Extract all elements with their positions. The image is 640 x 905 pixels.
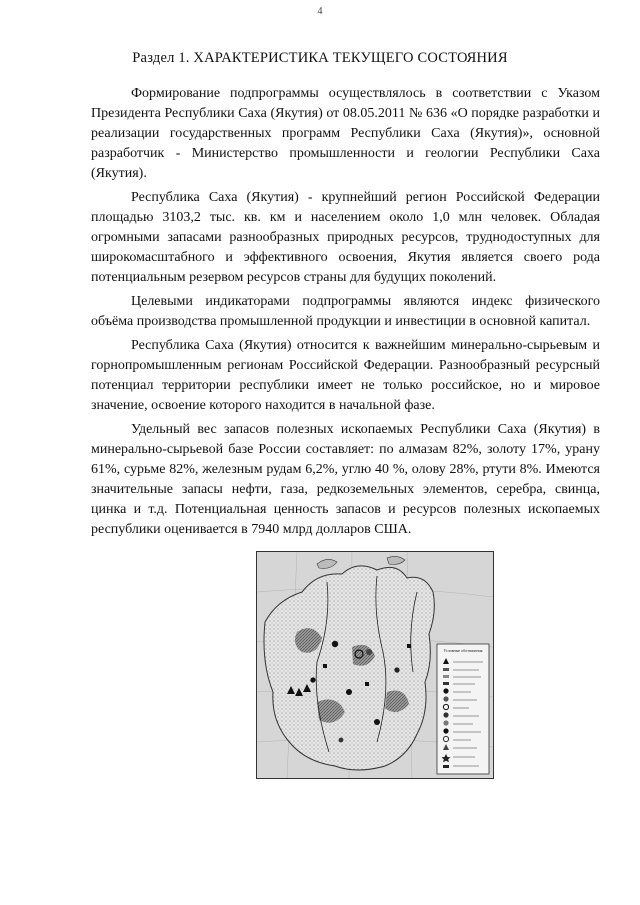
section-title: Раздел 1. ХАРАКТЕРИСТИКА ТЕКУЩЕГО СОСТОЯНИЯ	[132, 50, 508, 66]
map-drawing	[257, 552, 493, 778]
paragraph-1: Формирование подпрограммы осуществлялось в соответствии с Указом Президента Республики Саха (Якутия) от 08.05.2011 № 636 «О порядке разработки и реализации государственных программ Республики Саха (Якутия)», основной разработчик - Министерство промышленности и геологии Республики Саха (Якутия).	[91, 86, 600, 181]
mineral-resources-map	[256, 551, 494, 779]
map-legend-title: Условные обозначения	[443, 648, 483, 653]
page-number: 4	[317, 6, 323, 17]
paragraph-3: Целевыми индикаторами подпрограммы являются индекс физического объёма производства промышленной продукции и инвестиции в основной капитал.	[91, 294, 600, 329]
paragraph-5: Удельный вес запасов полезных ископаемых Республики Саха (Якутия) в минерально-сырьевой базе России составляет: по алмазам 82%, золоту 17%, урану 61%, сурьме 82%, железным рудам 6,2%, углю 40 %, олову 28%, ртути 8%. Имеются значительные запасы нефти, газа, редкоземельных элементов, серебра, свинца, цинка и т.д. Потенциальная ценность запасов и ресурсов полезных ископаемых республики оценивается в 7940 млрд долларов США.	[91, 422, 600, 537]
paragraph-4: Республика Саха (Якутия) относится к важнейшим минерально-сырьевым и горнопромышленным регионам Российской Федерации. Разнообразный ресурсный потенциал территории республики имеет не только российское, но и мировое значение, освоение которого находится в начальной фазе.	[91, 338, 600, 413]
body-text	[91, 84, 600, 540]
paragraph-2: Республика Саха (Якутия) - крупнейший регион Российской Федерации площадью 3103,2 тыс. кв. км и населением около 1,0 млн человек. Обладая огромными запасами разнообразных природных ресурсов, труднодоступных для широкомасштабного и эффективного освоения, Якутия является своего рода потенциальным резервом ресурсов страны для будущих поколений.	[91, 190, 600, 285]
